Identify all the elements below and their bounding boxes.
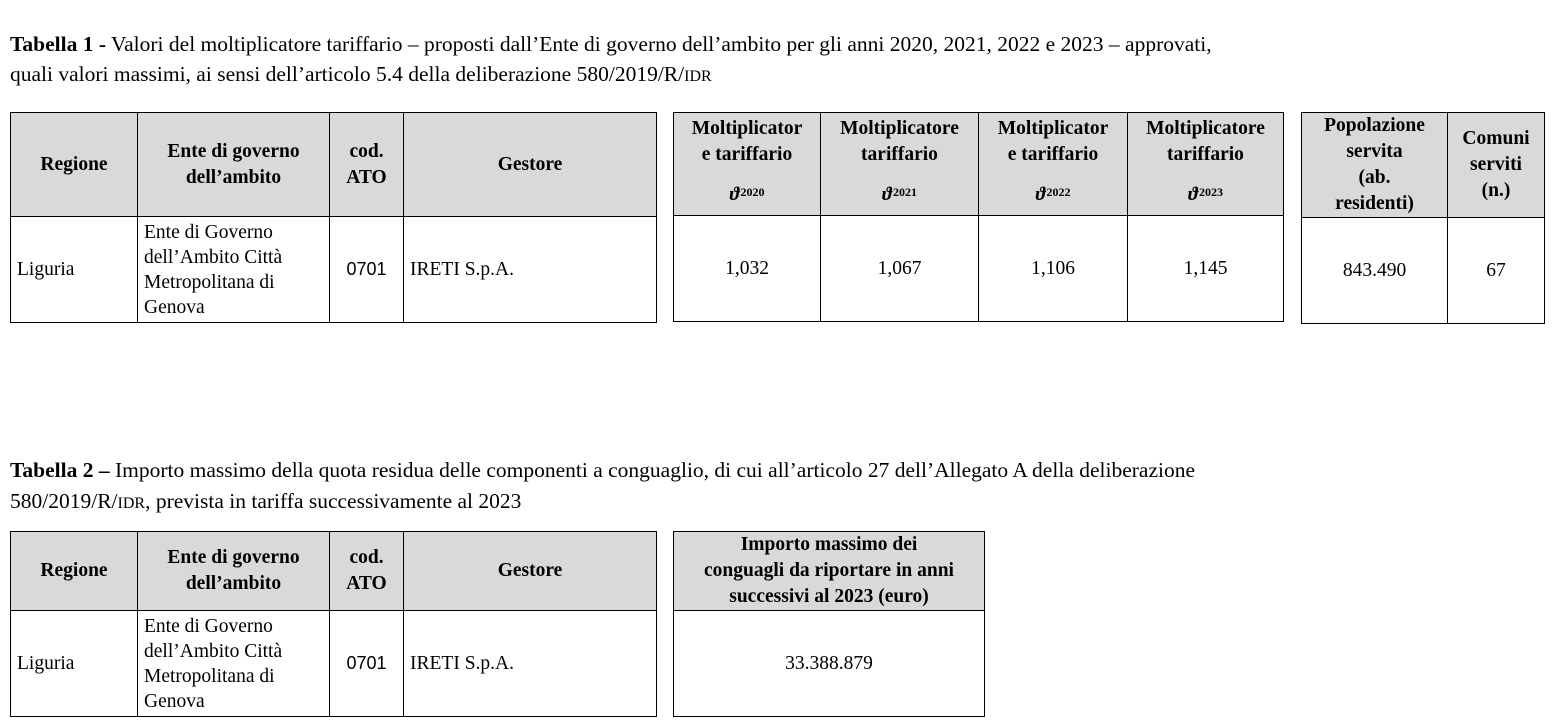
cell-ente-l1: Ente di Governo [144, 221, 273, 243]
header-pop-l3: (ab. [1358, 167, 1391, 188]
pop-data-row [1302, 218, 1545, 324]
pop-header-row [1302, 113, 1545, 218]
table2-importo [673, 531, 985, 717]
table1-caption-label: Tabella 1 - [10, 32, 106, 56]
header-m2-l1: Moltiplicatore [840, 118, 959, 139]
header-cod-l2: ATO [346, 166, 387, 188]
cell-mult-2021: 1,067 [821, 216, 979, 322]
t2-cell-ente-l1: Ente di Governo [144, 615, 273, 637]
symbol-2020 [674, 171, 821, 216]
cell-comuni: 67 [1448, 218, 1545, 324]
t2-header-regione: Regione [11, 532, 138, 611]
header-mult-2022 [979, 113, 1128, 172]
t2-cell-ente [138, 611, 330, 717]
year-2022: 2022 [1046, 184, 1071, 199]
mult-header-top-row [674, 113, 1284, 172]
table2-caption-text: Importo massimo della quota residua delle componenti a conguaglio, di cui all’articolo 27 dell’Allegato A della deliberazione [114, 458, 1196, 482]
table1-caption-idr: IDR [684, 68, 712, 85]
importo-data-row [674, 611, 985, 717]
header-imp-l2: conguagli da riportare in anni [704, 560, 954, 581]
t2-cell-ente-l3: Metropolitana di [144, 665, 275, 687]
header-m4-l1: Moltiplicatore [1146, 118, 1265, 139]
t2-cell-regione: Liguria [11, 611, 138, 717]
table1-multipliers [673, 112, 1284, 322]
cell-importo: 33.388.879 [674, 611, 985, 717]
header-m3-l1: Moltiplicator [997, 118, 1109, 139]
header-popolazione [1302, 113, 1448, 218]
table2-data-row [11, 611, 657, 717]
cell-popolazione: 843.490 [1302, 218, 1448, 324]
table1-main [10, 112, 657, 323]
table2-caption-text3: , prevista in tariffa successivamente al 2023 [145, 489, 522, 513]
table2-main [10, 531, 657, 717]
header-importo [674, 532, 985, 611]
table1-population [1301, 112, 1545, 324]
cell-ente-l3: Metropolitana di [144, 271, 275, 293]
header-imp-l1: Importo massimo dei [740, 534, 918, 555]
cell-ente-l2: dell’Ambito Città [144, 246, 283, 268]
table2-caption-text2: 580/2019/R/ [10, 489, 118, 513]
symbol-2021 [821, 171, 979, 216]
theta-symbol: ϑ [1035, 183, 1046, 205]
header-ente-l1: Ente di governo [167, 140, 300, 162]
table2-caption-line2 [10, 487, 521, 518]
cell-regione: Liguria [11, 217, 138, 323]
mult-data-row [674, 216, 1284, 322]
t2-cell-gestore: IRETI S.p.A. [404, 611, 657, 717]
mult-header-symbol-row [674, 171, 1284, 216]
header-m1-l1: Moltiplicator [691, 118, 803, 139]
table2-caption-line1 [10, 456, 1195, 485]
table2-caption-idr: IDR [117, 495, 146, 512]
t2-header-ente-l1: Ente di governo [167, 547, 300, 568]
header-pop-l2: servita [1346, 141, 1403, 162]
table1-caption-text2: quali valori massimi, ai sensi dell’articolo 5.4 della deliberazione 580/2019/R/ [10, 62, 685, 86]
cell-gestore: IRETI S.p.A. [404, 217, 657, 323]
year-2023: 2023 [1199, 184, 1224, 199]
t2-cell-ente-l2: dell’Ambito Città [144, 640, 283, 662]
theta-symbol: ϑ [1187, 183, 1199, 205]
t2-header-ente [138, 532, 330, 611]
header-comuni [1448, 113, 1545, 218]
cell-cod-ato: 0701 [330, 217, 404, 323]
header-pop-l1: Popolazione [1324, 115, 1425, 136]
table2-header-row [11, 532, 657, 611]
header-com-l1: Comuni [1462, 128, 1530, 149]
header-mult-2021 [821, 113, 979, 172]
header-mult-2023 [1128, 113, 1284, 172]
table1-data-row [11, 217, 657, 323]
t2-header-cod-l1: cod. [349, 547, 384, 568]
table1-caption-text: Valori del moltiplicatore tariffario – proposti dall’Ente di governo dell’ambito per gli anni 2020, 2021, 2022 e 2023 – approvati, [110, 32, 1212, 56]
header-m4-l2: tariffario [1167, 144, 1244, 165]
header-cod-l1: cod. [349, 140, 384, 162]
header-regione: Regione [11, 113, 138, 217]
year-2021: 2021 [893, 184, 918, 199]
header-cod-ato [330, 113, 404, 217]
header-m2-l2: tariffario [861, 144, 938, 165]
t2-header-ente-l2: dell’ambito [185, 573, 282, 594]
header-gestore: Gestore [404, 113, 657, 217]
cell-mult-2020: 1,032 [674, 216, 821, 322]
t2-cell-cod-ato: 0701 [330, 611, 404, 717]
symbol-2023 [1128, 171, 1284, 216]
header-m1-l2: e tariffario [701, 144, 793, 165]
header-com-l2: serviti [1470, 154, 1522, 175]
t2-header-gestore: Gestore [404, 532, 657, 611]
theta-symbol: ϑ [881, 183, 893, 205]
header-mult-2020 [674, 113, 821, 172]
header-ente-l2: dell’ambito [185, 166, 282, 188]
cell-mult-2023: 1,145 [1128, 216, 1284, 322]
t2-header-cod-ato [330, 532, 404, 611]
table1-header-row [11, 113, 657, 217]
table1-caption-line1 [10, 30, 1212, 59]
year-2020: 2020 [740, 184, 765, 199]
cell-ente [138, 217, 330, 323]
symbol-2022 [979, 171, 1128, 216]
theta-symbol: ϑ [729, 183, 740, 205]
cell-mult-2022: 1,106 [979, 216, 1128, 322]
header-com-l3: (n.) [1481, 180, 1511, 201]
table2-caption-label: Tabella 2 – [10, 458, 110, 482]
header-imp-l3: successivi al 2023 (euro) [729, 586, 929, 607]
table1-caption-line2 [10, 60, 712, 91]
importo-header-row [674, 532, 985, 611]
header-pop-l4: residenti) [1335, 193, 1414, 214]
header-ente [138, 113, 330, 217]
header-m3-l2: e tariffario [1007, 144, 1099, 165]
t2-cell-ente-l4: Genova [144, 690, 205, 712]
cell-ente-l4: Genova [144, 296, 205, 318]
t2-header-cod-l2: ATO [346, 573, 387, 594]
